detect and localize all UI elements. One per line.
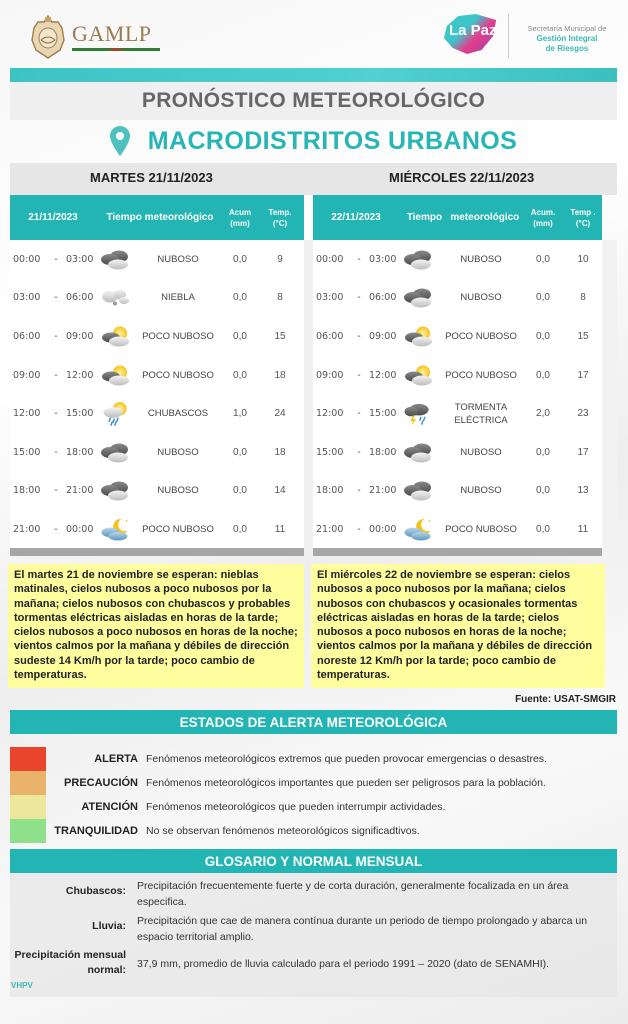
time-end: 15:00: [66, 408, 94, 420]
weather-description: POCO NUBOSO: [142, 330, 214, 342]
time-start: 15:00: [316, 446, 344, 458]
table-right-margin: [602, 240, 617, 548]
alert-label: ATENCIÓN: [81, 801, 138, 813]
alert-color-swatch: [10, 819, 46, 843]
table-row: [313, 394, 602, 433]
time-start: 12:00: [316, 408, 344, 420]
gamlp-logo: [28, 14, 160, 60]
time-end: 12:00: [369, 369, 397, 381]
time-start: 15:00: [13, 446, 41, 458]
page-title: PRONÓSTICO METEOROLÓGICO: [141, 89, 486, 112]
time-start: 21:00: [316, 523, 344, 535]
header: [0, 0, 628, 70]
page-subtitle: MACRODISTRITOS URBANOS: [147, 126, 518, 155]
weather-description: NUBOSO: [157, 485, 199, 497]
glossary-term: Chubascos:: [65, 885, 126, 897]
alert-level-tranquilidad: [10, 819, 617, 843]
time-end: 21:00: [369, 485, 397, 497]
header-date: 22/11/2023: [331, 212, 381, 223]
time-start: 18:00: [13, 485, 41, 497]
temperature: 9: [277, 253, 283, 265]
time-end: 03:00: [66, 253, 94, 265]
cloudy-icon: [401, 440, 435, 465]
time-separator: -: [357, 446, 361, 458]
precip-accum: 2,0: [536, 408, 550, 420]
temperature: 15: [577, 330, 589, 342]
header-tiempo: Tiempo meteorológico: [406, 212, 520, 223]
time-end: 09:00: [66, 330, 94, 342]
temperature: 15: [274, 330, 286, 342]
time-separator: -: [357, 485, 361, 497]
precip-accum: 0,0: [233, 485, 247, 497]
weather-description: NIEBLA: [161, 292, 195, 304]
time-end: 15:00: [369, 408, 397, 420]
alert-description: Fenómenos meteorológicos importantes que pueden ser peligrosos para la población.: [146, 777, 546, 789]
time-end: 09:00: [369, 330, 397, 342]
time-end: 21:00: [66, 485, 94, 497]
table-row: [313, 279, 602, 318]
header-acum: Acum (mm): [228, 207, 252, 228]
partly-cloudy-icon: [401, 324, 435, 349]
alert-level-precaucion: [10, 771, 617, 795]
temperature: 10: [577, 253, 589, 265]
cloudy-icon: [98, 440, 132, 465]
secretaria-line-2: Gestión Integral: [536, 34, 598, 43]
table-row: [10, 279, 304, 318]
alerts-header: ESTADOS DE ALERTA METEOROLÓGICA: [10, 710, 617, 734]
author-initials: VHPV: [11, 981, 33, 990]
time-separator: -: [54, 369, 58, 381]
header-date: 21/11/2023: [28, 212, 78, 223]
forecast-table-wednesday: [313, 195, 602, 549]
time-start: 06:00: [316, 330, 344, 342]
temperature: 18: [274, 369, 286, 381]
summary-wednesday: El miércoles 22 de noviembre se esperan: cielos nubosos a poco nubosos por la mañana; cielos nubosos con chubascos y ocasionales tormentas eléctricas aisladas en horas de la tarde; cielos nubosos a poco nubosos en horas de la noche; vientos calmos por la mañana y débiles de dirección noreste 12 Km/h por la tarde; poco cambio de temperaturas.: [311, 564, 605, 688]
fog-icon: [98, 285, 132, 310]
weather-description: NUBOSO: [157, 253, 199, 265]
secretaria-logo: [512, 24, 622, 54]
cloudy-icon: [98, 478, 132, 503]
temperature: 8: [580, 292, 586, 304]
time-start: 12:00: [13, 408, 41, 420]
table-row: [10, 510, 304, 549]
weather-description: NUBOSO: [460, 485, 502, 497]
subtitle-bar: [10, 120, 617, 162]
temperature: 17: [577, 369, 589, 381]
temperature: 18: [274, 446, 286, 458]
glossary-definition: Precipitación frecuentemente fuerte y de corta duración, generalmente focalizada en un área especifica.: [137, 880, 569, 908]
precip-accum: 0,0: [536, 446, 550, 458]
table-row: [10, 356, 304, 395]
time-separator: -: [54, 523, 58, 535]
glossary-term: Precipitación mensual normal:: [14, 949, 126, 976]
alert-color-swatch: [10, 771, 46, 795]
time-start: 18:00: [316, 485, 344, 497]
time-end: 06:00: [369, 292, 397, 304]
header-temp: Temp. (°C): [268, 207, 292, 228]
time-separator: -: [357, 253, 361, 265]
coat-of-arms-icon: [28, 14, 68, 60]
cloudy-icon: [401, 478, 435, 503]
time-end: 18:00: [369, 446, 397, 458]
time-end: 00:00: [369, 523, 397, 535]
weather-description: POCO NUBOSO: [142, 369, 214, 381]
table-row: [10, 433, 304, 472]
time-start: 00:00: [13, 253, 41, 265]
table-row: [313, 317, 602, 356]
weather-description: POCO NUBOSO: [142, 523, 214, 535]
table-row: [10, 240, 304, 279]
weather-description: POCO NUBOSO: [445, 330, 517, 342]
temperature: 14: [274, 485, 286, 497]
time-end: 18:00: [66, 446, 94, 458]
temperature: 8: [277, 292, 283, 304]
alert-description: No se observan fenómenos meteorológicos significadtivos.: [146, 825, 420, 837]
secretaria-line-3: de Riesgos: [545, 44, 589, 53]
temperature: 11: [577, 523, 589, 535]
time-start: 09:00: [316, 369, 344, 381]
alert-label: TRANQUILIDAD: [54, 825, 138, 837]
precip-accum: 0,0: [233, 446, 247, 458]
partly-cloudy-night-icon: [98, 517, 132, 542]
weather-description: NUBOSO: [460, 446, 502, 458]
precip-accum: 0,0: [536, 485, 550, 497]
header-tiempo: Tiempo meteorológico: [106, 212, 214, 223]
table-footer-band: [313, 548, 602, 556]
header-acum: Acum. (mm): [530, 207, 556, 228]
precip-accum: 0,0: [233, 330, 247, 342]
time-separator: -: [54, 446, 58, 458]
temperature: 23: [577, 408, 589, 420]
table-row: [313, 356, 602, 395]
time-separator: -: [54, 408, 58, 420]
alert-color-swatch: [10, 747, 46, 771]
gamlp-wordmark: GAMLP: [72, 21, 152, 46]
glossary-definition: Precipitación que cae de manera contínua durante un periodo de tiempo prolongado y abarca un espacio territorial amplio.: [137, 915, 588, 943]
temperature: 24: [274, 408, 286, 420]
logo-divider: [508, 14, 509, 58]
weather-description: NUBOSO: [157, 446, 199, 458]
table-row: [10, 317, 304, 356]
alert-description: Fenómenos meteorológicos que pueden interrumpir actividades.: [146, 801, 446, 813]
partly-cloudy-night-icon: [401, 517, 435, 542]
la-paz-wordmark: La Paz: [449, 22, 497, 39]
time-end: 00:00: [66, 523, 94, 535]
precip-accum: 0,0: [233, 523, 247, 535]
table-row: [313, 433, 602, 472]
day-label-tuesday: MARTES 21/11/2023: [90, 170, 213, 185]
precip-accum: 0,0: [233, 253, 247, 265]
table-header: [313, 195, 602, 240]
time-start: 00:00: [316, 253, 344, 265]
table-row: [313, 510, 602, 549]
weather-description: POCO NUBOSO: [445, 523, 517, 535]
time-start: 09:00: [13, 369, 41, 381]
temperature: 11: [274, 523, 286, 535]
precip-accum: 0,0: [536, 330, 550, 342]
time-start: 03:00: [13, 292, 41, 304]
header-teal-bar: [10, 68, 617, 82]
source-label: Fuente: USAT-SMGIR: [515, 694, 616, 705]
time-separator: -: [54, 253, 58, 265]
temperature: 13: [577, 485, 589, 497]
alert-level-atencion: [10, 795, 617, 819]
time-separator: -: [357, 523, 361, 535]
time-end: 06:00: [66, 292, 94, 304]
showers-icon: [98, 401, 132, 426]
time-separator: -: [54, 485, 58, 497]
precip-accum: 0,0: [233, 369, 247, 381]
precip-accum: 0,0: [536, 253, 550, 265]
precip-accum: 0,0: [233, 292, 247, 304]
time-separator: -: [357, 408, 361, 420]
weather-description: TORMENTA ELÉCTRICA: [454, 401, 508, 426]
table-footer-band: [10, 548, 304, 556]
alert-color-swatch: [10, 795, 46, 819]
table-header: [10, 195, 304, 240]
time-end: 12:00: [66, 369, 94, 381]
alert-description: Fenómenos meteorológicos extremos que pueden provocar emergencias o desastres.: [146, 753, 547, 765]
glossary-definition: 37,9 mm, promedio de lluvia calculado para el periodo 1991 – 2020 (dato de SENAMHI).: [137, 958, 550, 970]
partly-cloudy-icon: [401, 363, 435, 388]
weather-description: POCO NUBOSO: [445, 369, 517, 381]
secretaria-line-1: Secretaría Municipal de: [527, 24, 607, 33]
cloudy-icon: [401, 285, 435, 310]
precip-accum: 0,0: [536, 292, 550, 304]
alert-label: ALERTA: [94, 753, 138, 765]
time-separator: -: [357, 330, 361, 342]
weather-description: CHUBASCOS: [147, 408, 209, 420]
alert-label: PRECAUCIÓN: [64, 777, 138, 789]
time-separator: -: [357, 292, 361, 304]
weather-description: NUBOSO: [460, 253, 502, 265]
time-separator: -: [54, 292, 58, 304]
glossary-header: GLOSARIO Y NORMAL MENSUAL: [10, 849, 617, 873]
precip-accum: 0,0: [536, 369, 550, 381]
glossary-term: Lluvia:: [92, 920, 126, 932]
cloudy-icon: [98, 247, 132, 272]
alert-level-alerta: [10, 747, 617, 771]
title-bar: [10, 82, 617, 120]
time-start: 06:00: [13, 330, 41, 342]
precip-accum: 0,0: [536, 523, 550, 535]
time-separator: -: [54, 330, 58, 342]
thunderstorm-icon: [401, 401, 435, 426]
la-paz-logo: [437, 14, 505, 64]
precip-accum: 1,0: [233, 408, 247, 420]
table-row: [313, 240, 602, 279]
time-start: 21:00: [13, 523, 41, 535]
table-row: [10, 472, 304, 511]
weather-description: NUBOSO: [460, 292, 502, 304]
time-start: 03:00: [316, 292, 344, 304]
temperature: 17: [577, 446, 589, 458]
flag-stripe: [72, 48, 160, 51]
location-pin-icon: [110, 126, 130, 156]
time-separator: -: [357, 369, 361, 381]
table-row: [313, 472, 602, 511]
time-end: 03:00: [369, 253, 397, 265]
table-row: [10, 394, 304, 433]
partly-cloudy-icon: [98, 363, 132, 388]
cloudy-icon: [401, 247, 435, 272]
day-label-wednesday: MIÉRCOLES 22/11/2023: [389, 170, 535, 185]
column-separator: [304, 240, 313, 548]
summary-tuesday: El martes 21 de noviembre se esperan: nieblas matinales, cielos nubosos a poco nubosos por la mañana; cielos nubosos con chubascos y probables tormentas eléctricas aisladas en horas de la tarde; cielos nubosos a poco nubosos en horas de la noche; vientos calmos por la mañana y débiles de dirección sudeste 14 Km/h por la tarde; poco cambio de temperaturas.: [8, 564, 304, 688]
partly-cloudy-icon: [98, 324, 132, 349]
header-temp: Temp . (°C): [570, 207, 596, 228]
forecast-table-tuesday: [10, 195, 304, 549]
